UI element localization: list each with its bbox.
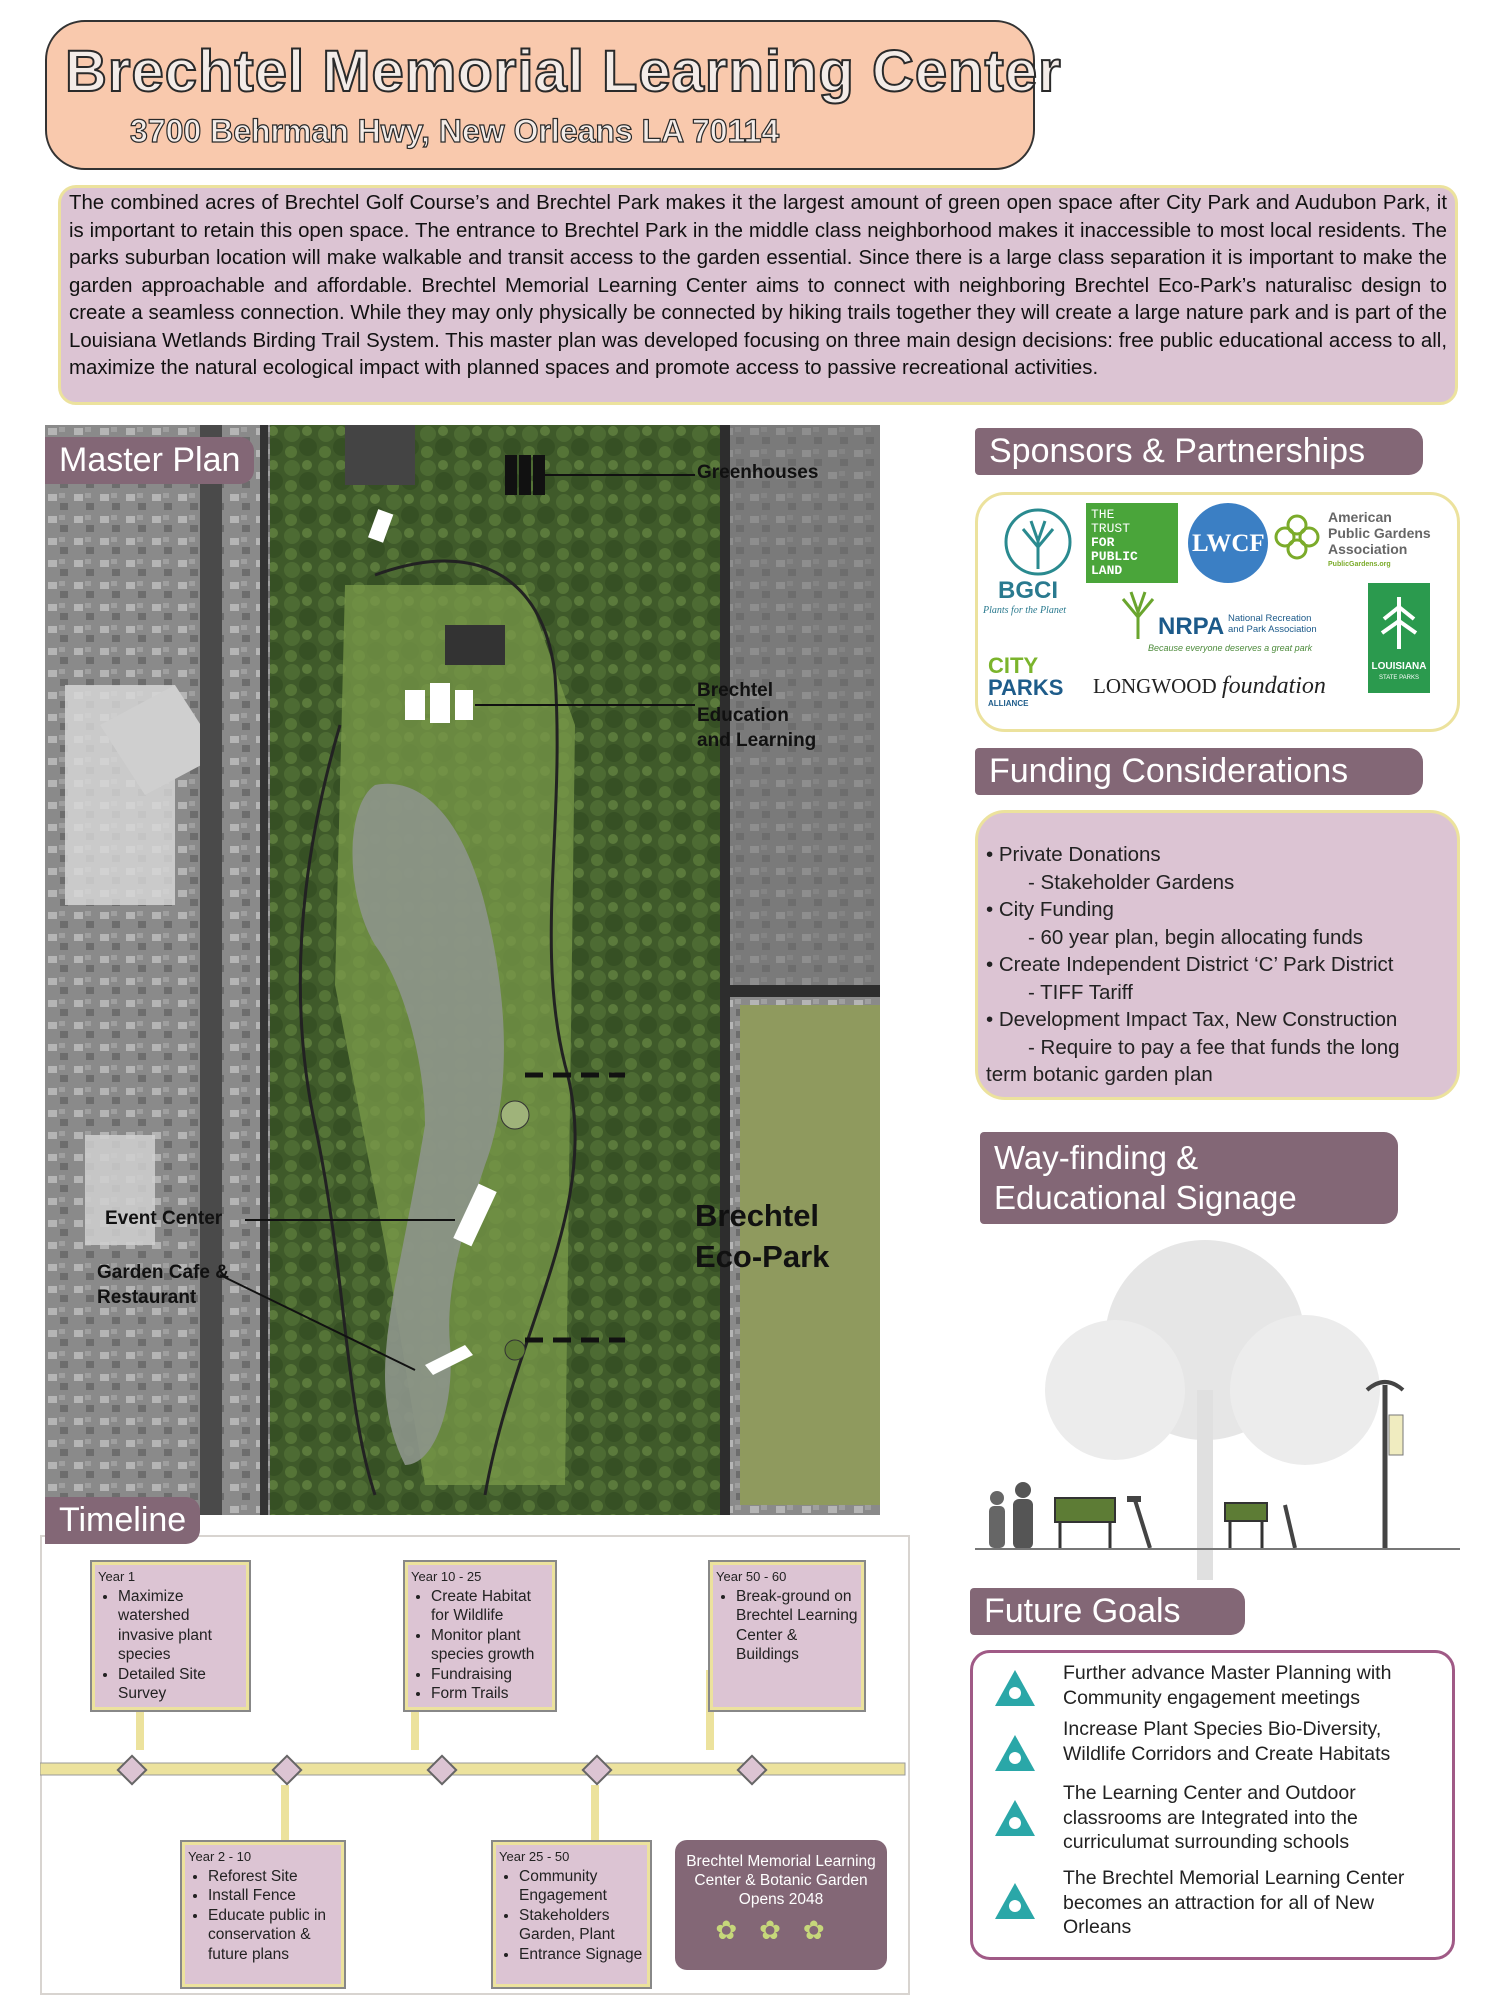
intro-paragraph: The combined acres of Brechtel Golf Course’s and Brechtel Park makes it the largest amount of green open space after City Park and Audubon Park, it is important to retain this open space. The entrance to Brechtel Park in the middle class neighborhood makes it inaccessible to most local residents. The parks suburban location will make walkable and transit access to the garden essential. Since there is a large class separation it is important to make the garden approachable and affordable. Brechtel Memorial Learning Center aims to connect with neighboring Brechtel Eco-Park’s naturalisc design to create a seamless connection. While they may only physically be connected by hiking trails together they will create a large nature park and is part of the Louisiana Wetlands Birding Trail System. This master plan was developed focusing on three main design decisions: free public educational access to all, maximize the natural ecological impact with planned spaces and promote access to passive recreational activities. xyxy=(58,185,1458,405)
label-greenhouses: Greenhouses xyxy=(697,462,819,483)
tpl-line-3: FOR xyxy=(1091,535,1115,550)
timeline-year: Year 1 xyxy=(98,1569,136,1584)
label-education: Brechtel Education and Learning xyxy=(697,680,817,751)
timeline-year: Year 10 - 25 xyxy=(411,1569,482,1584)
longwood-foundation-word: foundation xyxy=(1221,673,1326,699)
timeline-box-year-10-25 xyxy=(405,1562,555,1710)
timeline-item: • Stakeholders Garden, Plant xyxy=(519,1906,644,1945)
master-plan-tag: Master Plan xyxy=(45,437,254,484)
timeline-item: • Community Engagement xyxy=(519,1867,644,1906)
timeline-item: • Fundraising xyxy=(431,1665,549,1685)
future-goals-panel xyxy=(970,1650,1455,1960)
goal-triangle-icon xyxy=(993,1733,1037,1773)
timeline-year: Year 2 - 10 xyxy=(188,1849,252,1864)
funding-line: term botanic garden plan xyxy=(986,1063,1213,1086)
lwcf-logo: LWCF xyxy=(1192,530,1265,557)
louisiana-label: LOUISIANA xyxy=(1371,661,1427,672)
timeline-year: Year 25 - 50 xyxy=(499,1849,570,1864)
nrpa-tagline: Because everyone deserves a great park xyxy=(1148,643,1313,653)
nrpa-tree-icon xyxy=(1113,587,1163,642)
goal-item: Further advance Master Planning with Community engagement meetings xyxy=(1063,1662,1392,1709)
city-parks-alliance-logo xyxy=(988,655,1063,708)
timeline-box-year-50-60 xyxy=(710,1562,864,1710)
timeline-item: • Monitor plant species growth xyxy=(431,1626,549,1665)
wayfinding-title-line-2: Educational Signage xyxy=(994,1179,1297,1216)
address: 3700 Behrman Hwy, New Orleans LA 70114 xyxy=(130,113,780,149)
master-plan-map xyxy=(45,425,880,1515)
label-garden-cafe: Garden Cafe & Restaurant xyxy=(97,1262,229,1308)
wayfinding-title xyxy=(980,1132,1398,1224)
goal-item: The Learning Center and Outdoor classrooms are Integrated into the curriculumat surrounding schools xyxy=(1063,1782,1358,1853)
page-title: Brechtel Memorial Learning Center xyxy=(65,39,1062,104)
funding-line: • Development Impact Tax, New Construction xyxy=(986,1008,1398,1031)
city-parks-line-3: ALLIANCE xyxy=(988,699,1029,708)
timeline-title: Timeline xyxy=(45,1497,200,1544)
timeline-item: • Reforest Site xyxy=(208,1867,338,1887)
tpl-line-5: LAND xyxy=(1091,563,1123,578)
nrpa-line-2: and Park Association xyxy=(1228,624,1317,635)
flower-ornament-icon: ✿✿✿ xyxy=(715,1915,847,1945)
funding-line: • Create Independent District ‘C’ Park District xyxy=(986,953,1394,976)
louisiana-tree-icon xyxy=(1376,591,1422,651)
funding-line: - Require to pay a fee that funds the long xyxy=(1028,1035,1400,1059)
tpl-line-2: TRUST xyxy=(1091,521,1131,536)
wayfinding-title-line-1: Way-finding & xyxy=(994,1139,1199,1176)
timeline-item: • Create Habitat for Wildlife xyxy=(431,1587,549,1626)
signage-illustration xyxy=(975,1220,1460,1580)
goal-triangle-icon xyxy=(993,1798,1037,1838)
site-plan-drawing xyxy=(45,425,880,1515)
opening-text: Brechtel Memorial Learning Center & Botanic Garden Opens 2048 xyxy=(686,1853,876,1908)
apga-line-1: American xyxy=(1328,509,1392,525)
longwood-word: LONGWOOD xyxy=(1093,674,1217,698)
longwood-foundation-logo xyxy=(1093,673,1326,700)
city-parks-line-1: CITY xyxy=(988,653,1039,678)
funding-title: Funding Considerations xyxy=(975,748,1423,795)
nrpa-line-1: National Recreation xyxy=(1228,613,1312,624)
label-event-center: Event Center xyxy=(105,1208,223,1229)
timeline-box-year-2-10 xyxy=(182,1842,344,1987)
trust-for-public-land-logo xyxy=(1086,503,1178,583)
tpl-line-1: THE xyxy=(1091,507,1115,522)
timeline-box-year-1 xyxy=(92,1562,249,1710)
funding-panel xyxy=(975,810,1460,1100)
louisiana-sub: STATE PARKS xyxy=(1378,675,1419,681)
sponsors-title: Sponsors & Partnerships xyxy=(975,428,1423,475)
tpl-line-4: PUBLIC xyxy=(1091,549,1138,564)
apga-url: PublicGardens.org xyxy=(1328,561,1391,568)
timeline-year: Year 50 - 60 xyxy=(716,1569,787,1584)
bgci-tree-icon xyxy=(1003,507,1073,577)
apga-line-3: Association xyxy=(1328,541,1408,557)
nrpa-full-name xyxy=(1228,613,1317,635)
apga-flower-icon xyxy=(1273,513,1321,561)
goal-item: The Brechtel Memorial Learning Center becomes an attraction for all of New Orleans xyxy=(1063,1867,1405,1938)
bgci-logo: BGCI xyxy=(998,577,1058,604)
funding-line: - 60 year plan, begin allocating funds xyxy=(1028,925,1364,949)
timeline-item: • Entrance Signage xyxy=(519,1945,644,1965)
apga-logo xyxy=(1328,509,1431,573)
timeline-item: • Maximize watershed invasive plant species xyxy=(118,1587,243,1665)
goal-item: Increase Plant Species Bio-Diversity, Wildlife Corridors and Create Habitats xyxy=(1063,1718,1391,1765)
timeline-item: • Educate public in conservation & future plans xyxy=(208,1906,338,1965)
timeline-item: • Break-ground on Brechtel Learning Center & Buildings xyxy=(736,1587,858,1665)
label-eco-park: Brechtel Eco-Park xyxy=(695,1198,830,1274)
city-parks-line-2: PARKS xyxy=(988,675,1064,700)
timeline-box-year-25-50 xyxy=(493,1842,650,1987)
bgci-tagline: Plants for the Planet xyxy=(983,605,1067,616)
goal-triangle-icon xyxy=(993,1881,1037,1921)
funding-line: - TIFF Tariff xyxy=(1028,980,1133,1004)
funding-line: • City Funding xyxy=(986,898,1114,921)
sponsors-panel xyxy=(975,492,1460,732)
opening-callout xyxy=(675,1840,887,1970)
apga-line-2: Public Gardens xyxy=(1328,525,1431,541)
future-goals-title: Future Goals xyxy=(970,1588,1245,1635)
timeline-item: • Detailed Site Survey xyxy=(118,1665,243,1704)
goal-triangle-icon xyxy=(993,1668,1037,1708)
nrpa-logo: NRPA xyxy=(1158,613,1225,640)
funding-line: • Private Donations xyxy=(986,843,1161,866)
funding-line: - Stakeholder Gardens xyxy=(1028,870,1235,894)
timeline-item: • Install Fence xyxy=(208,1886,338,1906)
timeline-item: • Form Trails xyxy=(431,1684,549,1704)
